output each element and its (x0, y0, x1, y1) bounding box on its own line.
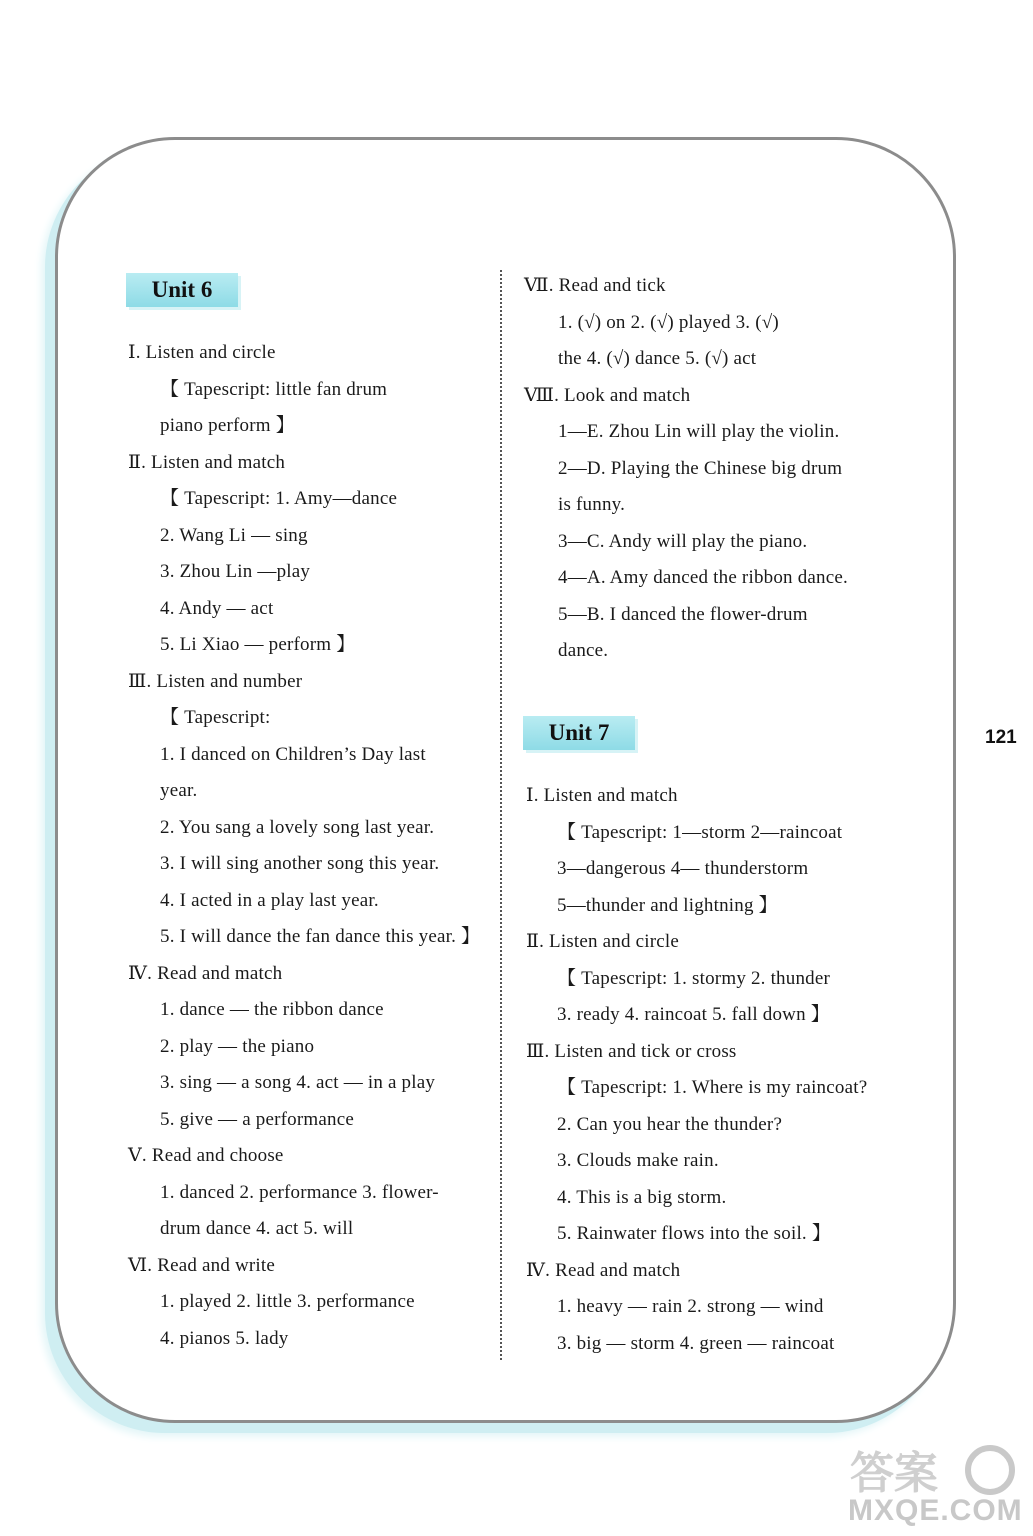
section-heading: Ⅰ. Listen and match (526, 785, 678, 806)
answer-line: 3. ready 4. raincoat 5. fall down 】 (557, 1004, 830, 1025)
answer-line: 3. big — storm 4. green — raincoat (557, 1332, 835, 1354)
answer-line: dance. (558, 640, 609, 661)
page-number: 121 (985, 727, 1017, 748)
watermark-site: MXQE.COM (848, 1494, 1023, 1527)
unit-6-title: Unit 6 (126, 273, 238, 307)
answer-line: 5. Li Xiao — perform 】 (160, 634, 356, 655)
answer-line: 5. I will dance the fan dance this year. 】 (160, 926, 481, 947)
column-divider (500, 270, 502, 1360)
answer-line: 【 Tapescript: (160, 707, 271, 728)
answer-line: 【 Tapescript: 1. Where is my raincoat? (557, 1077, 868, 1098)
section-heading: Ⅵ. Read and write (128, 1254, 276, 1276)
unit-7-title: Unit 7 (523, 716, 635, 750)
answer-line: 【 Tapescript: 1. stormy 2. thunder (557, 967, 831, 989)
answer-line: 【 Tapescript: 1. Amy—dance (160, 488, 398, 509)
answer-line: 1. heavy — rain 2. strong — wind (557, 1296, 824, 1317)
answer-line: 1—E. Zhou Lin will play the violin. (558, 421, 840, 442)
section-heading: Ⅱ. Listen and circle (526, 931, 680, 952)
section-heading: Ⅱ. Listen and match (128, 451, 286, 473)
answer-line: year. (160, 780, 198, 801)
answer-line: 4—A. Amy danced the ribbon dance. (558, 567, 848, 588)
answer-line: the 4. (√) dance 5. (√) act (558, 348, 757, 369)
answer-line: 2. Wang Li — sing (160, 524, 308, 546)
answer-line: 【 Tapescript: 1—storm 2—raincoat (557, 821, 843, 843)
answer-line: 3. Zhou Lin —play (160, 561, 311, 582)
answer-line: 3—C. Andy will play the piano. (558, 530, 808, 552)
answer-line: 2. Can you hear the thunder? (557, 1113, 783, 1135)
answer-line: 4. pianos 5. lady (160, 1327, 289, 1349)
answer-line: 1. played 2. little 3. performance (160, 1291, 415, 1312)
answer-line: 5—thunder and lightning 】 (557, 894, 778, 916)
answer-line: drum dance 4. act 5. will (160, 1218, 354, 1239)
answer-line: 3. I will sing another song this year. (160, 853, 440, 874)
answer-line: 3. Clouds make rain. (557, 1150, 719, 1171)
answer-line: 5. Rainwater flows into the soil. 】 (557, 1223, 832, 1244)
watermark-logo-text: 答案 (850, 1448, 938, 1499)
answer-line: 5—B. I danced the flower-drum (558, 603, 808, 625)
answer-line: 【 Tapescript: little fan drum (160, 378, 388, 400)
answer-line: 1. dance — the ribbon dance (160, 999, 384, 1020)
answer-line: 4. Andy — act (160, 597, 274, 619)
section-heading: Ⅲ. Listen and number (128, 670, 303, 692)
answer-line: 4. This is a big storm. (557, 1186, 727, 1208)
answer-line: 2. play — the piano (160, 1035, 315, 1057)
answer-line: 2—D. Playing the Chinese big drum (558, 457, 843, 479)
section-heading: Ⅳ. Read and match (526, 1259, 681, 1281)
section-heading: Ⅶ. Read and tick (524, 275, 666, 296)
section-heading: Ⅰ. Listen and circle (128, 342, 276, 363)
answer-line: is funny. (558, 494, 626, 515)
answer-line: 1. (√) on 2. (√) played 3. (√) (558, 311, 779, 333)
answer-line: 3. sing — a song 4. act — in a play (160, 1072, 436, 1093)
answer-line: 1. danced 2. performance 3. flower- (160, 1181, 439, 1203)
answer-line: 3—dangerous 4— thunderstorm (557, 858, 809, 879)
section-heading: Ⅲ. Listen and tick or cross (526, 1040, 737, 1062)
section-heading: Ⅷ. Look and match (524, 384, 691, 406)
answer-line: 1. I danced on Children’s Day last (160, 743, 426, 765)
answer-line: 5. give — a performance (160, 1108, 354, 1130)
answer-line: piano perform 】 (160, 415, 295, 436)
answer-line: 2. You sang a lovely song last year. (160, 816, 435, 838)
section-heading: Ⅳ. Read and match (128, 962, 283, 984)
section-heading: Ⅴ. Read and choose (128, 1145, 284, 1166)
answer-line: 4. I acted in a play last year. (160, 889, 379, 911)
